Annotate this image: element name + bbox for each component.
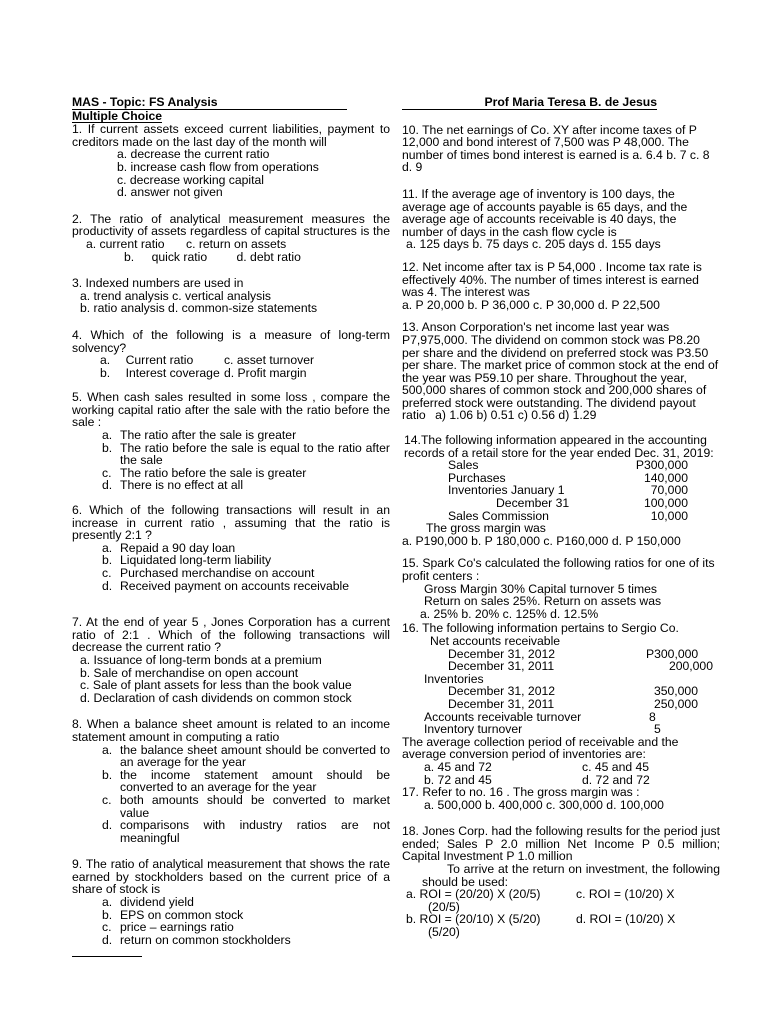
section-title: Multiple Choice: [72, 108, 163, 123]
question-4: 4. Which of the following is a measure of long-term solvency? a. Current ratio c. asset turnover b. Interest coverage d. Profit margin: [72, 327, 390, 380]
question-15: 15. Spark Co's calculated the following ratios for one of its profit centers : Gross Margin 30% Capital turnover 5 times Return on sales 25%. Return on assets was a. 25% b. 20% c. 125% d. 12.5%: [402, 556, 715, 621]
question-13: 13. Anson Corporation's net income last year was P7,975,000. The dividend on common stock was P8.20 per share and the dividend on preferred stock was P3.50 per share. The market price of common stock at the end of the year was P59.10 per share. Throughout the year, 500,000 shares of common stock and 200,000 shares of preferred stock were outstanding. The dividend payout ratio a) 1.06 b) 0.51 c) 0.56 d) 1.29: [402, 320, 719, 423]
question-9: 9. The ratio of analytical measurement that shows the rate earned by stockholders based on the current price of a share of stock is a. dividend yield b. EPS on common stock c. price – earnings ratio d. return on common stockholders: [72, 858, 390, 957]
question-3: 3. Indexed numbers are used in a. trend analysis c. vertical analysis b. ratio analysis d. common-size statements: [72, 276, 318, 316]
professor-header: Prof Maria Teresa B. de Jesus: [402, 96, 657, 110]
question-11: 11. If the average age of inventory is 100 days, the average age of accounts payable is 65 days, and the average age of accounts receivable is 40 days, the number of days in the cash flow cycle is a. 125 days b. 75 days c. 205 days d. 155 days: [402, 186, 688, 252]
question-8: 8. When a balance sheet amount is related to an income statement amount in computing a ratio a. the balance sheet amount should be converted to an average for the year b. the income statement amount should be converted to an average for the year c. both amounts should be converted to market value d. comparisons with industry ratios are not meaningful: [72, 717, 390, 845]
question-1: 1. If current assets exceed current liabilities, payment to creditors made on the last day of the month will a. decrease the current ratio b. increase cash flow from operations c. decrease working capital d. answer not given: [72, 122, 390, 200]
question-17: 17. Refer to no. 16 . The gross margin was : a. 500,000 b. 400,000 c. 300,000 d. 100,000: [402, 785, 664, 812]
question-12: 12. Net income after tax is P 54,000 . Income tax rate is effectively 40%. The number of times interest is earned was 4. The interest was a. P 20,000 b. P 36,000 c. P 30,000 d. P 22,500: [402, 259, 702, 312]
question-14: 14.The following information appeared in the accounting records of a retail store for the year ended Dec. 31, 2019: Sales P300,000 Purchases 140,000 Inventories January 1 70,000 December 31 100,000 Sales Commission 10,000 The gross margin was a. P190,000 b. P 180,000 c. P160,000 d. P 150,000: [402, 434, 720, 547]
question-7: 7. At the end of year 5 , Jones Corporation has a current ratio of 2:1 . Which of the following transactions will decrease the current ratio ? a. Issuance of long-term bonds at a premium b. Sale of merchandise on open account c. Sale of plant assets for less than the book value d. Declaration of cash dividends on common stock: [72, 615, 390, 705]
q14-data-table: Sales P300,000 Purchases 140,000 Inventories January 1 70,000 December 31 100,000 Sales Commission 10,000: [448, 458, 688, 523]
right-column: [402, 96, 720, 949]
question-5: 5. When cash sales resulted in some loss , compare the working capital ratio after the sale with the ratio before the sale : a. The ratio after the sale is greater b. The ratio before the sale is equal to the ratio after the sale c. The ratio before the sale is greater d. There is no effect at all: [72, 390, 390, 493]
course-topic-header: MAS - Topic: FS Analysis: [72, 96, 347, 110]
question-2: 2. The ratio of analytical measurement measures the productivity of assets regardless of capital structures is the a. current ratio c. return on assets b. quick ratio d. debt ratio: [72, 211, 390, 264]
left-column: [72, 96, 390, 967]
footnote-rule: [72, 948, 142, 957]
question-6: 6. Which of the following transactions will result in an increase in current ratio , assuming that the ratio is presently 2:1 ? a. Repaid a 90 day loan b. Liquidated long-term liability c. Purchased merchandise on account d. Received payment on accounts receivable: [72, 503, 390, 593]
question-18: 18. Jones Corp. had the following results for the period just ended; Sales P 2.0 million Net Income P 0.5 million; Capital Investment P 1.0 million To arrive at the return on investment, the following should be used: a. ROI = (20/20) X (20/5) c. ROI = (10/20) X (20/5) b. ROI = (20/10) X (5/20) d. ROI = (10/20) X (5/20): [402, 824, 720, 940]
question-16: 16. The following information pertains to Sergio Co. Net accounts receivable December 31, 2012 P300,000 December 31, 2011 200,000 Inventories December 31, 2012 350,000 December 31, 2011 250,000 Accounts receivable turnover 8 Inventory turnover 5 The average collection period of receivable and the average conversion period of inventories are: a. 45 and 72 c. 45 and 45 b. 72 and 45 d. 72 and 72: [402, 621, 713, 787]
question-10: 10. The net earnings of Co. XY after income taxes of P 12,000 and bond interest of 7,500 was P 48,000. The number of times bond interest is earned is a. 6.4 b. 7 c. 8 d. 9: [402, 122, 710, 175]
